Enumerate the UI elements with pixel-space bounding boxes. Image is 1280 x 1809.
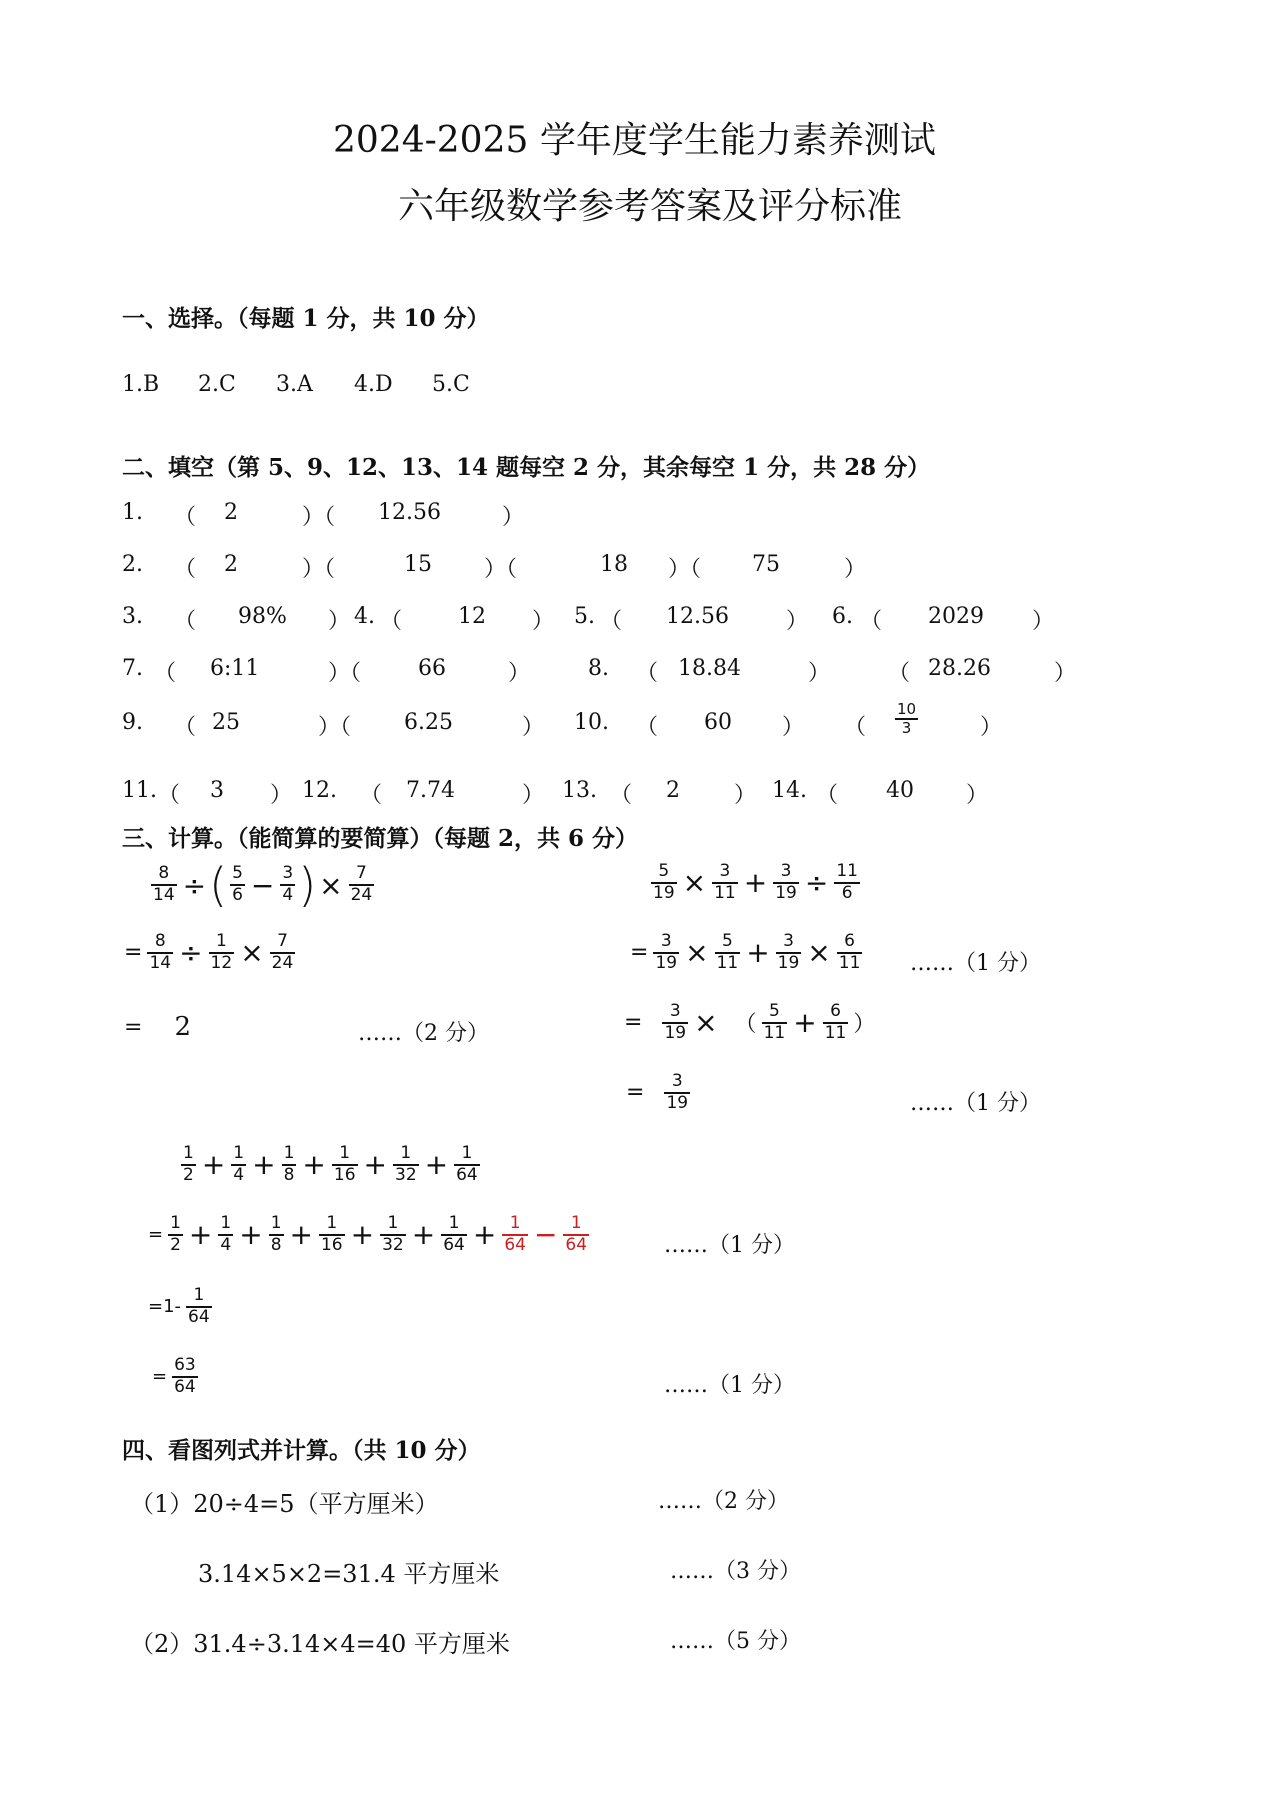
- calc-2-step-3: = $\frac{3}{19}$: [626, 1071, 689, 1113]
- fill-row-1: 1. （ 2 ）（ 12.56 ）: [122, 500, 525, 530]
- section-2-heading: 二、填空（第 5、9、12、13、14 题每空 2 分，其余每空 1 分，共 28 分）: [122, 454, 931, 481]
- calc-2-step-2: = $\frac{3}{19}$ × （ $\frac{5}{11}$ + $\frac{6}{11}$ ）: [624, 1001, 876, 1043]
- part-4-line-1-score: ……（2 分）: [658, 1489, 789, 1514]
- choice-answer: 4.D: [354, 372, 393, 397]
- highlight-fraction: $\frac{1}{64}$: [565, 1213, 588, 1255]
- choice-answer: 1.B: [122, 372, 160, 397]
- calc-2-step-1: = $\frac{3}{19}$ × $\frac{5}{11}$ + $\frac{3}{19}$ × $\frac{6}{11}$: [630, 931, 861, 973]
- calc-1-result: = 2: [124, 1012, 191, 1042]
- part-4-line-3: （2）31.4÷3.14×4=40 平方厘米: [130, 1630, 510, 1658]
- fill-row-3: 3. （ 98% ） 4. （ 12 ） 5. （ 12.56 ） 6. （ 2029 ）: [122, 604, 1055, 634]
- calc-1-question: $\frac{8}{14}$ ÷ ( $\frac{5}{6}$ − $\frac{3}{4}$ ) × $\frac{7}{24}$: [153, 858, 373, 912]
- calc-3-step-3: = $\frac{63}{64}$: [152, 1355, 196, 1397]
- choice-answer: 5.C: [432, 372, 470, 397]
- fill-row-4: 7. （ 6:11 ）（ 66 ） 8. （ 18.84 ） （ 28.26 ）: [122, 656, 1077, 686]
- page-subtitle: 六年级数学参考答案及评分标准: [398, 186, 903, 227]
- calc-3-score-2: ……（1 分）: [664, 1373, 795, 1398]
- fill-row-6: 11. （ 3 ） 12. （ 7.74 ） 13. （ 2 ） 14. （ 40 ）: [122, 778, 989, 808]
- choice-answer: 3.A: [276, 372, 313, 397]
- section-1-heading: 一、选择。（每题 1 分，共 10 分）: [122, 305, 490, 332]
- page-title: 2024-2025 学年度学生能力素养测试: [333, 120, 936, 161]
- section-4-heading: 四、看图列式并计算。（共 10 分）: [122, 1437, 481, 1464]
- part-4-line-2-score: ……（3 分）: [670, 1559, 801, 1584]
- calc-2-score-1: ……（1 分）: [910, 951, 1041, 976]
- calc-2-score-2: ……（1 分）: [910, 1091, 1041, 1116]
- fill-row-2: 2. （ 2 ）（ 15 ）（ 18 ）（ 75 ）: [122, 552, 867, 582]
- calc-3-step-1: = $\frac{1}{2}$ + $\frac{1}{4}$ + $\frac{1}{8}$ + $\frac{1}{16}$ + $\frac{1}{32}$ + $\frac{1}{64}$ + $\frac{1}{64}$ − $\frac{1}{64}$: [148, 1213, 588, 1255]
- choice-answer: 2.C: [198, 372, 236, 397]
- part-4-line-1: （1）20÷4=5（平方厘米）: [130, 1490, 439, 1518]
- calc-3-step-2: =1- $\frac{1}{64}$: [148, 1285, 210, 1327]
- calc-1-step-1: = $\frac{8}{14}$ ÷ $\frac{1}{12}$ × $\frac{7}{24}$: [124, 931, 294, 973]
- fill-row-5: 9. （ 25 ）（ 6.25 ） 10. （ 60 ） （ $\frac{10}{3}$ ）: [122, 700, 1003, 740]
- calc-3-score-1: ……（1 分）: [664, 1233, 795, 1258]
- calc-3-question: $\frac{1}{2}$ + $\frac{1}{4}$ + $\frac{1}{8}$ + $\frac{1}{16}$ + $\frac{1}{32}$ + $\frac{1}{64}$: [183, 1143, 478, 1185]
- highlight-fraction: $\frac{1}{64}$: [504, 1213, 526, 1255]
- answer-fraction: $\frac{10}{3}$: [897, 700, 917, 738]
- section-3-heading: 三、计算。（能简算的要简算）（每题 2，共 6 分）: [122, 825, 639, 852]
- part-4-line-2: 3.14×5×2=31.4 平方厘米: [198, 1560, 500, 1588]
- part-4-line-3-score: ……（5 分）: [670, 1629, 801, 1654]
- calc-1-score: ……（2 分）: [358, 1021, 489, 1046]
- calc-2-question: $\frac{5}{19}$ × $\frac{3}{11}$ + $\frac{3}{19}$ ÷ $\frac{11}{6}$: [653, 861, 858, 903]
